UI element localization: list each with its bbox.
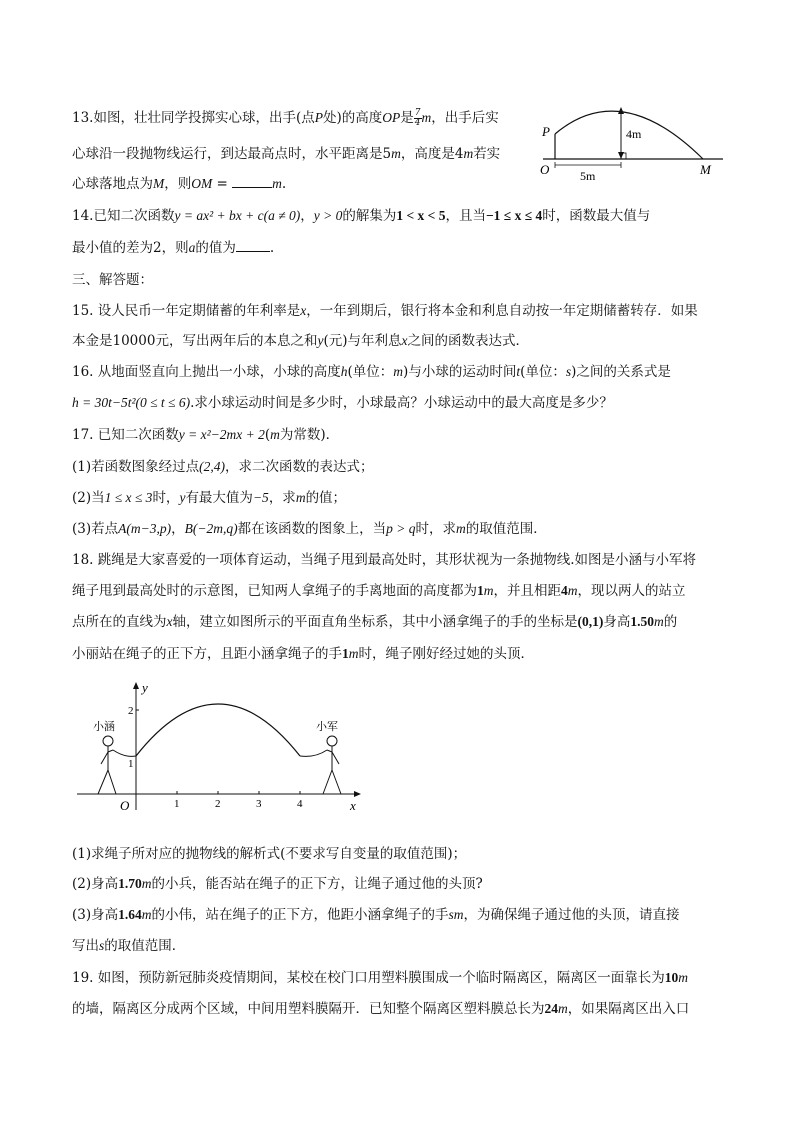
y-label: y: [142, 680, 148, 695]
arrow-up-icon: [618, 107, 624, 114]
label-5m: 5m: [580, 169, 596, 183]
right-hand-rope: [300, 750, 327, 756]
right-person-arm-left: [327, 750, 332, 752]
x-axis-arrow-icon: [354, 791, 361, 797]
q14-line2: 最小值的差为2，则a的值为 .: [72, 240, 275, 256]
q13-answer-blank: [232, 175, 272, 188]
q16-line2: h = 30t−5t²(0 ≤ t ≤ 6).求小球运动时间是多少时，小球最高？小球运动中的最大高度是多少？: [72, 395, 613, 411]
rope-curve: [136, 704, 300, 756]
right-person-arm-right: [332, 752, 339, 764]
q17-line1: 17. 已知二次函数y = x²−2mx + 2(m为常数)．: [72, 427, 340, 443]
origin-label: O: [120, 798, 130, 813]
right-person-leg-left: [323, 770, 332, 794]
q17-part3: (3)若点A(m−3,p)，B(−2m,q)都在该函数的图象上，当p > q时，求m的取值范围．: [72, 521, 547, 537]
left-person-name: 小涵: [93, 721, 115, 733]
x-tick-label-1: 1: [174, 798, 180, 810]
right-person-name: 小军: [316, 721, 338, 733]
q18-line1: 18. 跳绳是大家喜爱的一项体育运动，当绳子甩到最高处时，其形状视为一条抛物线.如图是小涵与小军将: [72, 552, 697, 568]
q15-line2: 本金是10000元，写出两年后的本息之和y(元)与年利息x之间的函数表达式．: [72, 333, 529, 349]
left-person-leg-left: [98, 770, 108, 794]
q18-line2: 绳子甩到最高处时的示意图，已知两人拿绳子的手离地面的高度都为1m，并且相距4m，现以两人的站立: [72, 583, 686, 599]
q17-part1: (1)若函数图象经过点(2,4)，求二次函数的表达式；: [72, 459, 374, 475]
q13-figure: [535, 98, 730, 188]
left-person-arm-left: [101, 752, 108, 764]
y-tick-label-2: 2: [128, 705, 134, 717]
q13-line1: 13.如图，壮壮同学投掷实心球，出手(点P处)的高度OP是 $\frac{7}{4}$ m，出手后实: [72, 108, 499, 128]
q15-line1: 15. 设人民币一年定期储蓄的年利率是x，一年到期后，银行将本金和利息自动按一年定期储蓄转存．如果: [72, 303, 698, 319]
x-tick-label-4: 4: [297, 798, 303, 810]
q17-part2: (2)当1 ≤ x ≤ 3时，y有最大值为−5，求m的值；: [72, 490, 347, 506]
q16-line1: 16. 从地面竖直向上抛出一小球，小球的高度h(单位：m)与小球的运动时间t(单位：s)之间的关系式是: [72, 364, 671, 380]
q18-line4: 小丽站在绳子的正下方，且距小涵拿绳子的手1m时，绳子刚好经过她的头顶．: [72, 646, 534, 662]
q18-part2: (2)身高1.70m的小兵，能否站在绳子的正下方，让绳子通过他的头顶?: [72, 876, 483, 892]
q13-line2: 心球沿一段抛物线运行，到达最高点时，水平距离是5m，高度是4m若实: [72, 146, 501, 162]
left-person-head: [103, 736, 113, 746]
q18-part3: (3)身高1.64m的小伟，站在绳子的正下方，他距小涵拿绳子的手sm，为确保绳子通过他的头顶，请直接: [72, 907, 680, 923]
section-heading: 三、解答题：: [72, 272, 153, 288]
y-tick-label-1: 1: [128, 758, 134, 770]
right-person-leg-right: [332, 770, 341, 794]
y-axis-arrow-icon: [133, 682, 139, 689]
q14-line1: 14.已知二次函数y = ax² + bx + c(a ≠ 0)，y > 0的解集为1 < x < 5，且当−1 ≤ x ≤ 4时，函数最大值与: [72, 208, 651, 224]
q13-line3: 心球落地点为M，则OM = m.: [72, 176, 287, 192]
label-4m: 4m: [626, 127, 642, 141]
label-M: M: [700, 162, 711, 177]
q13-fraction: $\frac{7}{4}$: [414, 108, 421, 128]
q18-figure: [75, 678, 375, 816]
label-O: O: [540, 162, 550, 177]
left-hand-rope: [113, 750, 136, 756]
q18-line3: 点所在的直线为x轴，建立如图所示的平面直角坐标系，其中小涵拿绳子的手的坐标是(0,1)身高1.50m的: [72, 614, 678, 630]
x-tick-label-2: 2: [215, 798, 221, 810]
x-tick-label-3: 3: [256, 798, 262, 810]
label-P: P: [542, 124, 550, 139]
q19-line1: 19. 如图，预防新冠肺炎疫情期间，某校在校门口用塑料膜围成一个临时隔离区，隔离区一面靠长为10m: [72, 970, 689, 986]
q18-part1: (1)求绳子所对应的抛物线的解析式(不要求写自变量的取值范围)；: [72, 846, 467, 862]
q19-line2: 的墙，隔离区分成两个区域，中间用塑料膜隔开．已知整个隔离区塑料膜总长为24m，如果隔离区出入口: [72, 1001, 690, 1017]
right-person-head: [327, 736, 337, 746]
q14-answer-blank: [236, 239, 270, 252]
left-person-arm-right: [108, 750, 113, 752]
left-person-leg-right: [108, 770, 116, 794]
x-label: x: [350, 798, 356, 813]
q18-part3-cont: 写出s的取值范围．: [72, 938, 186, 954]
left-person-figure: [98, 736, 116, 794]
right-person-figure: [323, 736, 341, 794]
